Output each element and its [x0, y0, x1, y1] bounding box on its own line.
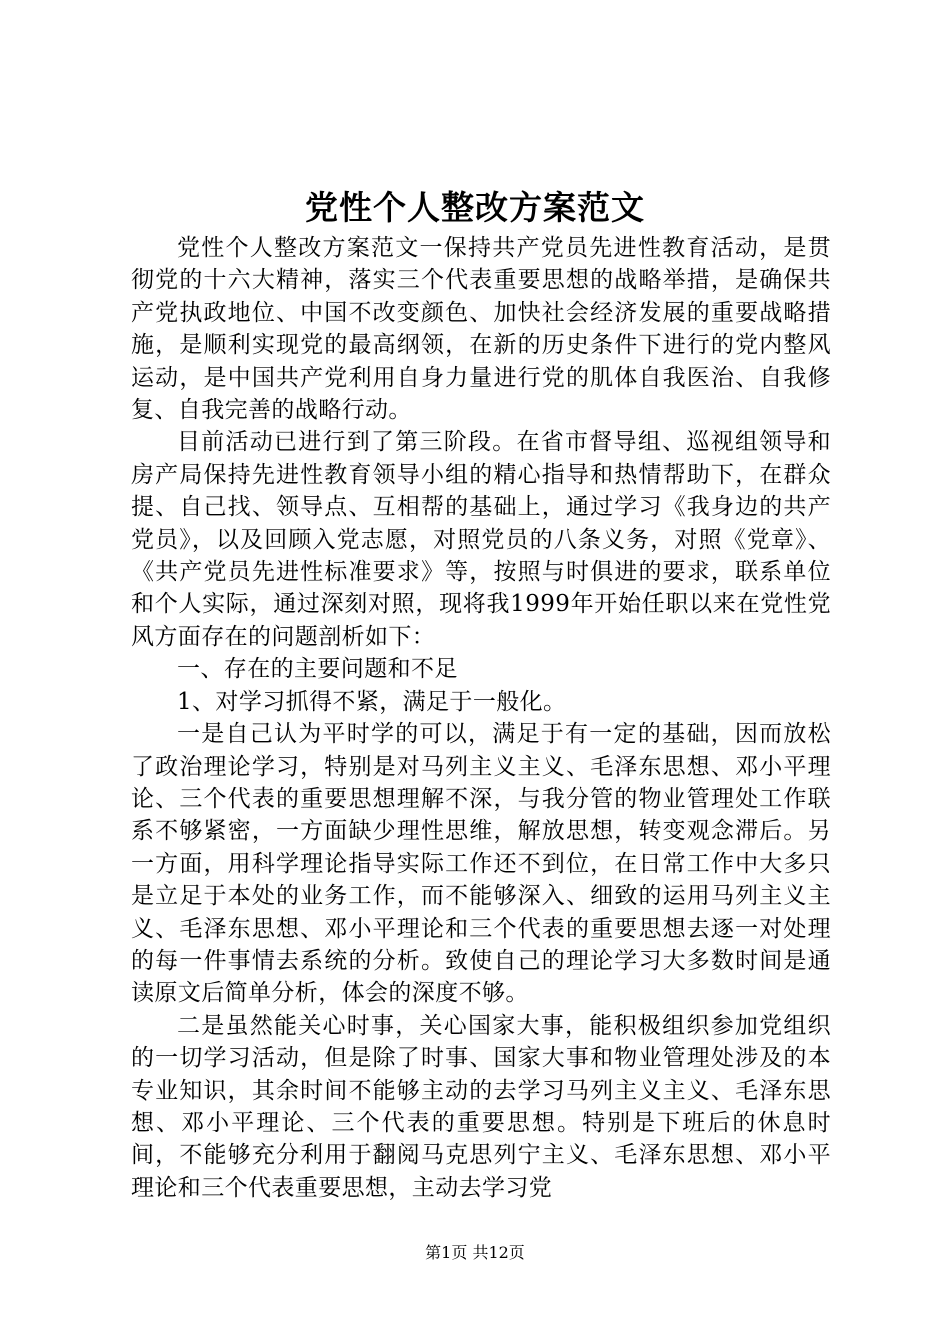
- paragraph-point-one: 一是自己认为平时学的可以，满足于有一定的基础，因而放松了政治理论学习，特别是对马列主义主义、毛泽东思想、邓小平理论、三个代表的重要思想理解不深，与我分管的物业管理处工作联系不够紧密，一方面缺少理性思维，解放思想，转变观念滞后。另一方面，用科学理论指导实际工作还不到位，在日常工作中大多只是立足于本处的业务工作，而不能够深入、细致的运用马列主义主义、毛泽东思想、邓小平理论和三个代表的重要思想去逐一对处理的每一件事情去系统的分析。致使自己的理论学习大多数时间是通读原文后简单分析，体会的深度不够。: [131, 721, 831, 1007]
- paragraph-point-two: 二是虽然能关心时事，关心国家大事，能积极组织参加党组织的一切学习活动，但是除了时事、国家大事和物业管理处涉及的本专业知识，其余时间不能够主动的去学习马列主义主义、毛泽东思想、邓小平理论、三个代表的重要思想。特别是下班后的休息时间，不能够充分利用于翻阅马克思列宁主义、毛泽东思想、邓小平理论和三个代表重要思想，主动去学习党: [131, 1012, 831, 1201]
- paragraph-current-stage: 目前活动已进行到了第三阶段。在省市督导组、巡视组领导和房产局保持先进性教育领导小组的精心指导和热情帮助下，在群众提、自己找、领导点、互相帮的基础上，通过学习《我身边的共产党员》，以及回顾入党志愿，对照党员的八条义务，对照《党章》、《共产党员先进性标准要求》等，按照与时俱进的要求，联系单位和个人实际，通过深刻对照，现将我1999年开始任职以来在党性党风方面存在的问题剖析如下：: [131, 429, 831, 650]
- page-number-footer: 第1页 共12页: [425, 1243, 525, 1262]
- document-body: [131, 232, 831, 1204]
- paragraph-intro: 党性个人整改方案范文一保持共产党员先进性教育活动，是贯彻党的十六大精神，落实三个代表重要思想的战略举措，是确保共产党执政地位、中国不改变颜色、加快社会经济发展的重要战略措施，是顺利实现党的最高纲领，在新的历史条件下进行的党内整风运动，是中国共产党利用自身力量进行党的肌体自我医治、自我修复、自我完善的战略行动。: [131, 235, 831, 424]
- section-heading-problems: 一、存在的主要问题和不足: [177, 656, 458, 683]
- document-title: 党性个人整改方案范文: [305, 188, 645, 227]
- subheading-study: 1、对学习抓得不紧，满足于一般化。: [177, 688, 567, 715]
